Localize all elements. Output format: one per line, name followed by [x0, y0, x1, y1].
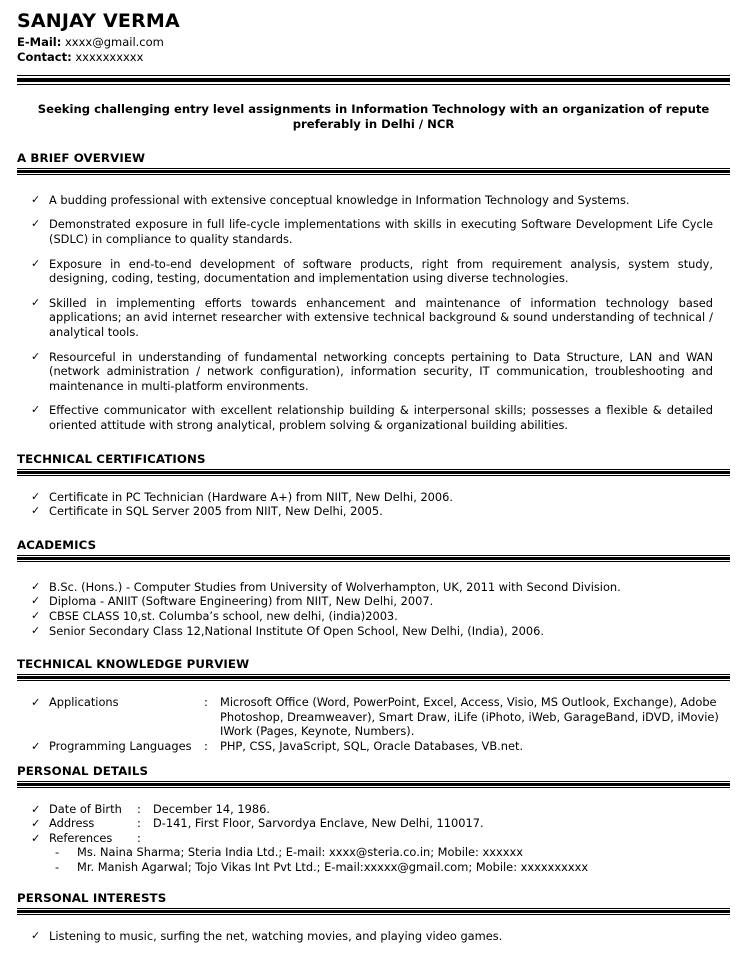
- detail-value: D-141, First Floor, Sarvordya Enclave, New Delhi, 110017.: [153, 816, 484, 831]
- dash-icon: -: [55, 845, 60, 860]
- check-icon: ✓: [31, 217, 41, 231]
- check-icon: ✓: [31, 403, 41, 417]
- section-divider-knowledge: [17, 674, 730, 681]
- section-divider-interests: [17, 908, 730, 915]
- academics-list: [31, 580, 730, 638]
- check-icon: ✓: [31, 608, 41, 622]
- section-knowledge: [17, 657, 730, 753]
- contact-line: [17, 50, 730, 65]
- colon-separator: :: [204, 695, 208, 710]
- list-item: [31, 217, 713, 246]
- overview-list: [31, 193, 713, 433]
- knowledge-key: Programming Languages: [49, 738, 192, 753]
- list-item-text: Certificate in PC Technician (Hardware A+) from NIIT, New Delhi, 2006.: [49, 489, 454, 504]
- detail-key: Date of Birth: [49, 801, 122, 816]
- reference-text: Mr. Manish Agarwal; Tojo Vikas Int Pvt Ltd.; E-mail:xxxxx@gmail.com; Mobile: xxxxxxxxxx: [77, 860, 589, 875]
- list-item: [31, 609, 730, 624]
- list-item-text: Effective communicator with excellent relationship building & interpersonal skills; possesses a flexible & detailed oriented attitude with strong analytical, problem solving & organizational building abilities.: [49, 403, 713, 433]
- check-icon: ✓: [31, 816, 41, 831]
- header-divider: [17, 75, 730, 85]
- references-list: [31, 845, 730, 875]
- knowledge-value: PHP, CSS, JavaScript, SQL, Oracle Databases, VB.net.: [220, 738, 524, 753]
- list-item-text: Resourceful in understanding of fundamental networking concepts pertaining to Data Structure, LAN and WAN (network administration / network configuration), information security, IT communication, troubleshooting and maintenance in multi-platform environments.: [49, 349, 713, 393]
- list-item: [31, 350, 713, 394]
- email-value: xxxx@gmail.com: [64, 34, 164, 49]
- detail-value: [153, 831, 730, 846]
- list-item: [31, 193, 713, 208]
- colon-separator: :: [204, 738, 208, 753]
- check-icon: ✓: [31, 594, 41, 608]
- section-personal-details: [17, 764, 730, 875]
- list-item-text: Certificate in SQL Server 2005 from NIIT, New Delhi, 2005.: [49, 504, 383, 519]
- check-icon: ✓: [31, 256, 41, 270]
- list-item-text: Skilled in implementing efforts towards enhancement and maintenance of information technology based applications; an avid internet researcher with extensive technical background & sound understanding of technical / analytical tools.: [49, 295, 713, 340]
- list-item-text: Senior Secondary Class 12,National Institute Of Open School, New Delhi, (India), 2006.: [49, 623, 544, 638]
- dash-icon: -: [55, 860, 60, 875]
- list-item: [31, 594, 730, 609]
- list-item: [31, 929, 730, 944]
- detail-key: Address: [49, 816, 95, 831]
- check-icon: ✓: [31, 801, 41, 816]
- section-title-interests: PERSONAL INTERESTS: [17, 890, 167, 905]
- colon-separator: :: [137, 801, 141, 816]
- table-row: [31, 695, 730, 739]
- detail-value: December 14, 1986.: [153, 801, 271, 816]
- candidate-name: SANJAY VERMA: [17, 10, 180, 32]
- check-icon: ✓: [31, 623, 41, 637]
- section-title-academics: ACADEMICS: [17, 537, 97, 552]
- check-icon: ✓: [31, 489, 41, 503]
- check-icon: ✓: [31, 738, 41, 753]
- list-item: [31, 490, 730, 505]
- objective-statement: Seeking challenging entry level assignments in Information Technology with an organization of repute preferably in Delhi / NCR: [37, 101, 710, 131]
- check-icon: ✓: [31, 349, 41, 363]
- list-item-text: Listening to music, surfing the net, watching movies, and playing video games.: [49, 928, 503, 943]
- interests-list: [31, 929, 730, 944]
- check-icon: ✓: [31, 504, 41, 518]
- section-title-overview: A BRIEF OVERVIEW: [17, 150, 146, 165]
- section-divider-academics: [17, 555, 730, 562]
- section-title-knowledge: TECHNICAL KNOWLEDGE PURVIEW: [17, 657, 250, 672]
- section-certifications: [17, 452, 730, 519]
- contact-value: xxxxxxxxxx: [75, 49, 144, 64]
- check-icon: ✓: [31, 928, 41, 942]
- certifications-list: [31, 490, 730, 519]
- section-divider-personal-details: [17, 781, 730, 788]
- check-icon: ✓: [31, 695, 41, 710]
- list-item: [31, 580, 730, 595]
- section-title-certifications: TECHNICAL CERTIFICATIONS: [17, 451, 206, 466]
- resume-page: [0, 11, 747, 977]
- knowledge-value: Microsoft Office (Word, PowerPoint, Excel, Access, Visio, MS Outlook, Exchange), Adobe Photoshop, Dreamweaver), Smart Draw, iLife (iPhoto, iWeb, GarageBand, iDVD, iMovie) IWork (Pages, Keynote, Numbers).: [220, 695, 719, 739]
- section-divider-certifications: [17, 469, 730, 476]
- list-item: [31, 296, 713, 340]
- resume-header: [17, 11, 730, 65]
- list-item-text: A budding professional with extensive conceptual knowledge in Information Technology and Systems.: [49, 192, 630, 207]
- list-item: [31, 257, 713, 286]
- list-item: [55, 860, 730, 875]
- table-row: [31, 816, 730, 831]
- section-title-personal-details: PERSONAL DETAILS: [17, 763, 149, 778]
- table-row: [31, 739, 730, 754]
- list-item-text: CBSE CLASS 10,st. Columba’s school, new delhi, (india)2003.: [49, 608, 398, 623]
- section-divider-overview: [17, 168, 730, 175]
- list-item: [31, 624, 730, 639]
- table-row: [31, 831, 730, 846]
- list-item-text: Exposure in end-to-end development of software products, right from requirement analysis, system study, designing, coding, testing, documentation and implementation using diverse technologies.: [49, 256, 713, 286]
- list-item-text: Diploma - ANIIT (Software Engineering) from NIIT, New Delhi, 2007.: [49, 594, 434, 609]
- check-icon: ✓: [31, 192, 41, 206]
- section-interests: [17, 891, 730, 944]
- check-icon: ✓: [31, 295, 41, 309]
- list-item-text: Demonstrated exposure in full life-cycle implementations with skills in executing Software Development Life Cycle (SDLC) in compliance to quality standards.: [49, 217, 713, 247]
- colon-separator: :: [137, 830, 141, 845]
- personal-details-table: [31, 802, 730, 846]
- section-overview: [17, 151, 730, 433]
- list-item: [55, 845, 730, 860]
- list-item: [31, 403, 713, 432]
- check-icon: ✓: [31, 579, 41, 593]
- check-icon: ✓: [31, 830, 41, 845]
- contact-label: Contact:: [17, 49, 72, 64]
- email-line: [17, 35, 730, 50]
- email-label: E-Mail:: [17, 34, 62, 49]
- table-row: [31, 802, 730, 817]
- detail-key: References: [49, 830, 113, 845]
- colon-separator: :: [137, 816, 141, 831]
- list-item-text: B.Sc. (Hons.) - Computer Studies from University of Wolverhampton, UK, 2011 with Second Division.: [49, 579, 621, 594]
- reference-text: Ms. Naina Sharma; Steria India Ltd.; E-mail: xxxx@steria.co.in; Mobile: xxxxxx: [77, 845, 523, 860]
- knowledge-key: Applications: [49, 695, 119, 710]
- list-item: [31, 504, 730, 519]
- section-academics: [17, 538, 730, 638]
- knowledge-table: [31, 695, 730, 753]
